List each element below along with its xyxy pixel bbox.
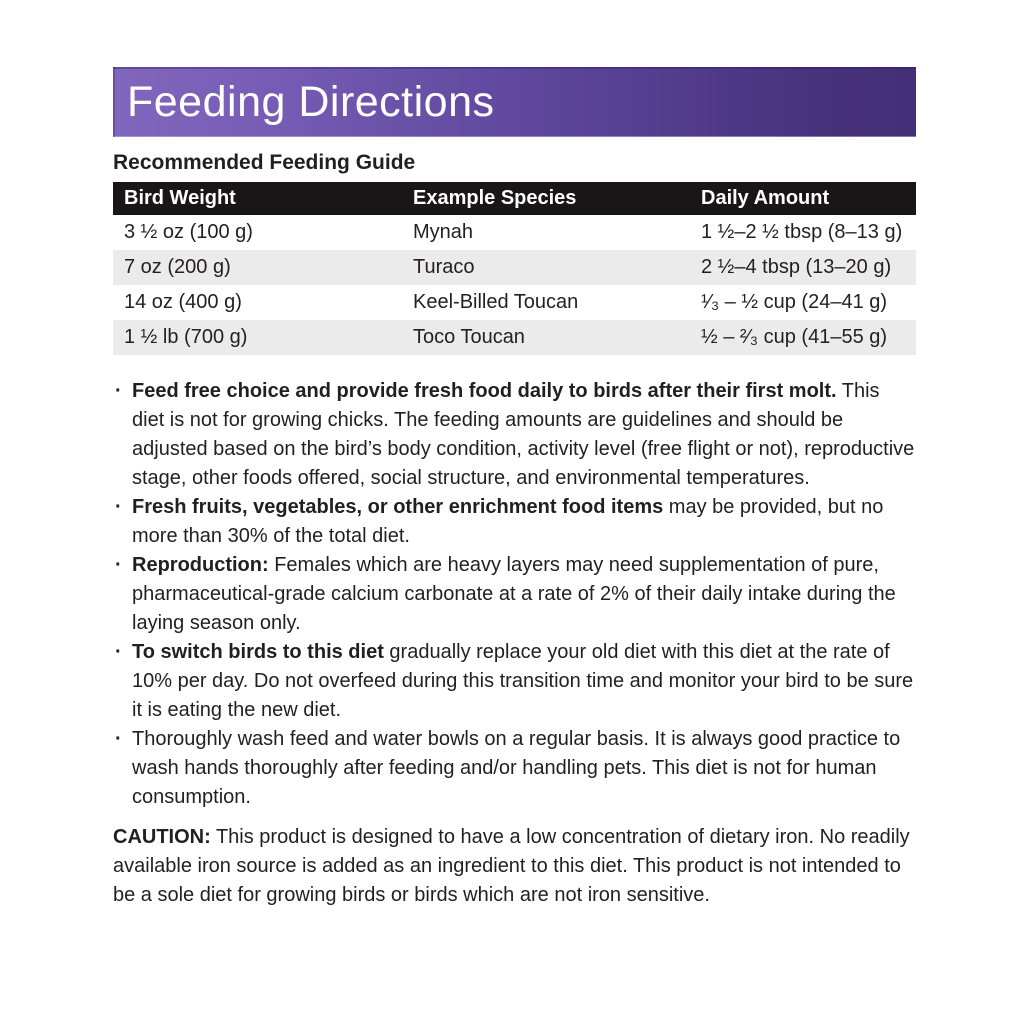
list-item bbox=[113, 725, 916, 812]
note-bold-lead: Reproduction: bbox=[132, 554, 269, 576]
feeding-guide-table bbox=[113, 182, 916, 355]
cell-bird-weight: 7 oz (200 g) bbox=[113, 250, 402, 285]
cell-bird-weight: 3 ½ oz (100 g) bbox=[124, 221, 253, 243]
cell-example-species: Toco Toucan bbox=[402, 320, 690, 355]
column-header-bird-weight: Bird Weight bbox=[113, 182, 402, 215]
cell-example-species: Mynah bbox=[413, 221, 474, 243]
bullet-icon: · bbox=[115, 496, 122, 518]
section-header-bar bbox=[113, 67, 916, 137]
bullet-icon: · bbox=[115, 728, 122, 750]
cell-bird-weight: 1 ½ lb (700 g) bbox=[113, 320, 402, 355]
feeding-directions-document bbox=[113, 67, 916, 910]
bullet-icon: · bbox=[115, 554, 122, 576]
caution-text: This product is designed to have a low concentration of dietary iron. No readily available iron source is added as an ingredient to this diet. This product is not intended to be a sole diet for growing birds or birds which are not iron sensitive. bbox=[113, 826, 910, 906]
feeding-notes-list bbox=[113, 377, 916, 812]
note-bold-lead: Feed free choice and provide fresh food daily to birds after their first molt. bbox=[132, 380, 837, 402]
table-row bbox=[113, 215, 916, 250]
caution-paragraph bbox=[113, 823, 916, 910]
note-text: Thoroughly wash feed and water bowls on a regular basis. It is always good practice to wash hands thoroughly after feeding and/or handling pets. This diet is not for human consumption. bbox=[132, 728, 901, 808]
note-text: gradually replace your old diet with this diet at the rate of 10% per day. Do not overfeed during this transition time and monitor your bird to be sure it is eating the new diet. bbox=[132, 641, 914, 721]
bullet-icon: · bbox=[115, 380, 122, 402]
bullet-icon: · bbox=[115, 641, 122, 663]
cell-daily-amount: 2 ½–4 tbsp (13–20 g) bbox=[690, 250, 916, 285]
page-title: Feeding Directions bbox=[127, 77, 495, 126]
table-row bbox=[113, 250, 916, 285]
table-header-row bbox=[113, 182, 916, 215]
note-text: may be provided, but no more than 30% of the total diet. bbox=[132, 496, 884, 547]
column-header-example-species: Example Species bbox=[402, 182, 690, 215]
note-bold-lead: To switch birds to this diet bbox=[132, 641, 384, 663]
caution-label: CAUTION: bbox=[113, 826, 211, 848]
cell-example-species: Keel-Billed Toucan bbox=[413, 291, 579, 313]
list-item bbox=[113, 377, 916, 493]
list-item bbox=[113, 638, 916, 725]
note-text: This diet is not for growing chicks. The feeding amounts are guidelines and should be adjusted based on the bird’s body condition, activity level (free flight or not), reproductive stage, other foods offered, social structure, and environmental temperatures. bbox=[132, 380, 915, 489]
cell-daily-amount: ½ – ²⁄₃ cup (41–55 g) bbox=[690, 320, 916, 355]
note-bold-lead: Fresh fruits, vegetables, or other enrichment food items bbox=[132, 496, 664, 518]
note-text: Females which are heavy layers may need supplementation of pure, pharmaceutical-grade calcium carbonate at a rate of 2% of their daily intake during the laying season only. bbox=[132, 554, 896, 634]
cell-daily-amount: 1 ½–2 ½ tbsp (8–13 g) bbox=[701, 221, 903, 243]
table-row bbox=[113, 320, 916, 355]
list-item bbox=[113, 493, 916, 551]
table-row bbox=[113, 285, 916, 320]
column-header-daily-amount: Daily Amount bbox=[690, 182, 916, 215]
cell-example-species: Turaco bbox=[402, 250, 690, 285]
list-item bbox=[113, 551, 916, 638]
cell-daily-amount: ¹⁄₃ – ½ cup (24–41 g) bbox=[701, 291, 888, 313]
cell-bird-weight: 14 oz (400 g) bbox=[124, 291, 242, 313]
feeding-guide-heading: Recommended Feeding Guide bbox=[113, 151, 416, 174]
